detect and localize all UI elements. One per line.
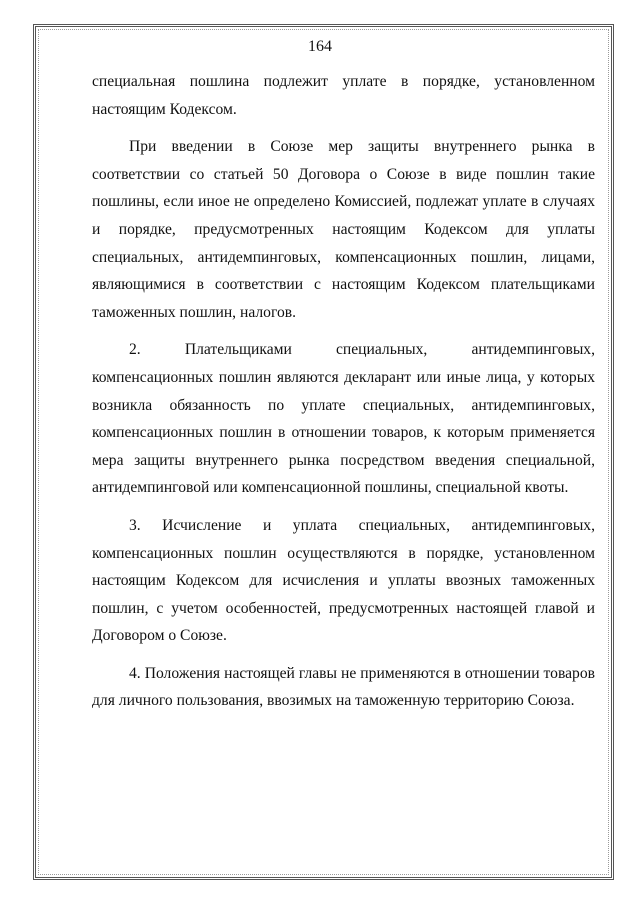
paragraph-union-measures: При введении в Союзе мер защиты внутреннего рынка в соответствии со статьей 50 Договора о Союзе в виде пошлин такие пошлины, если иное не определено Комиссией, подлежат уплате в случаях и порядке, предусмотренных настоящим Кодексом для уплаты специальных, антидемпинговых, компенсационных пошлин, лицами, являющимися в соответствии с настоящим Кодексом плательщиками таможенных пошлин, налогов. bbox=[92, 138, 595, 321]
paragraph-3-calculation: 3. Исчисление и уплата специальных, антидемпинговых, компенсационных пошлин осуществляются в порядке, установленном настоящим Кодексом для исчисления и уплаты ввозных таможенных пошлин, с учетом особенностей, предусмотренных настоящей главой и Договором о Союзе. bbox=[92, 516, 595, 645]
paragraph-2-payers: 2. Плательщиками специальных, антидемпинговых, компенсационных пошлин являются декларант или иные лица, у которых возникла обязанность по уплате специальных, антидемпинговых, компенсационных пошлин в отношении товаров, к которым применяется мера защиты внутреннего рынка посредством введения специальной, антидемпинговой или компенсационной пошлины, специальной квоты. bbox=[92, 341, 595, 497]
paragraph-continuation: специальная пошлина подлежит уплате в порядке, установленном настоящим Кодексом. bbox=[92, 73, 595, 118]
paragraph-4-personal-use: 4. Положения настоящей главы не применяются в отношении товаров для личного пользования, ввозимых на таможенную территорию Союза. bbox=[92, 664, 595, 710]
page-number: 164 bbox=[308, 38, 332, 55]
body-text bbox=[92, 68, 595, 725]
